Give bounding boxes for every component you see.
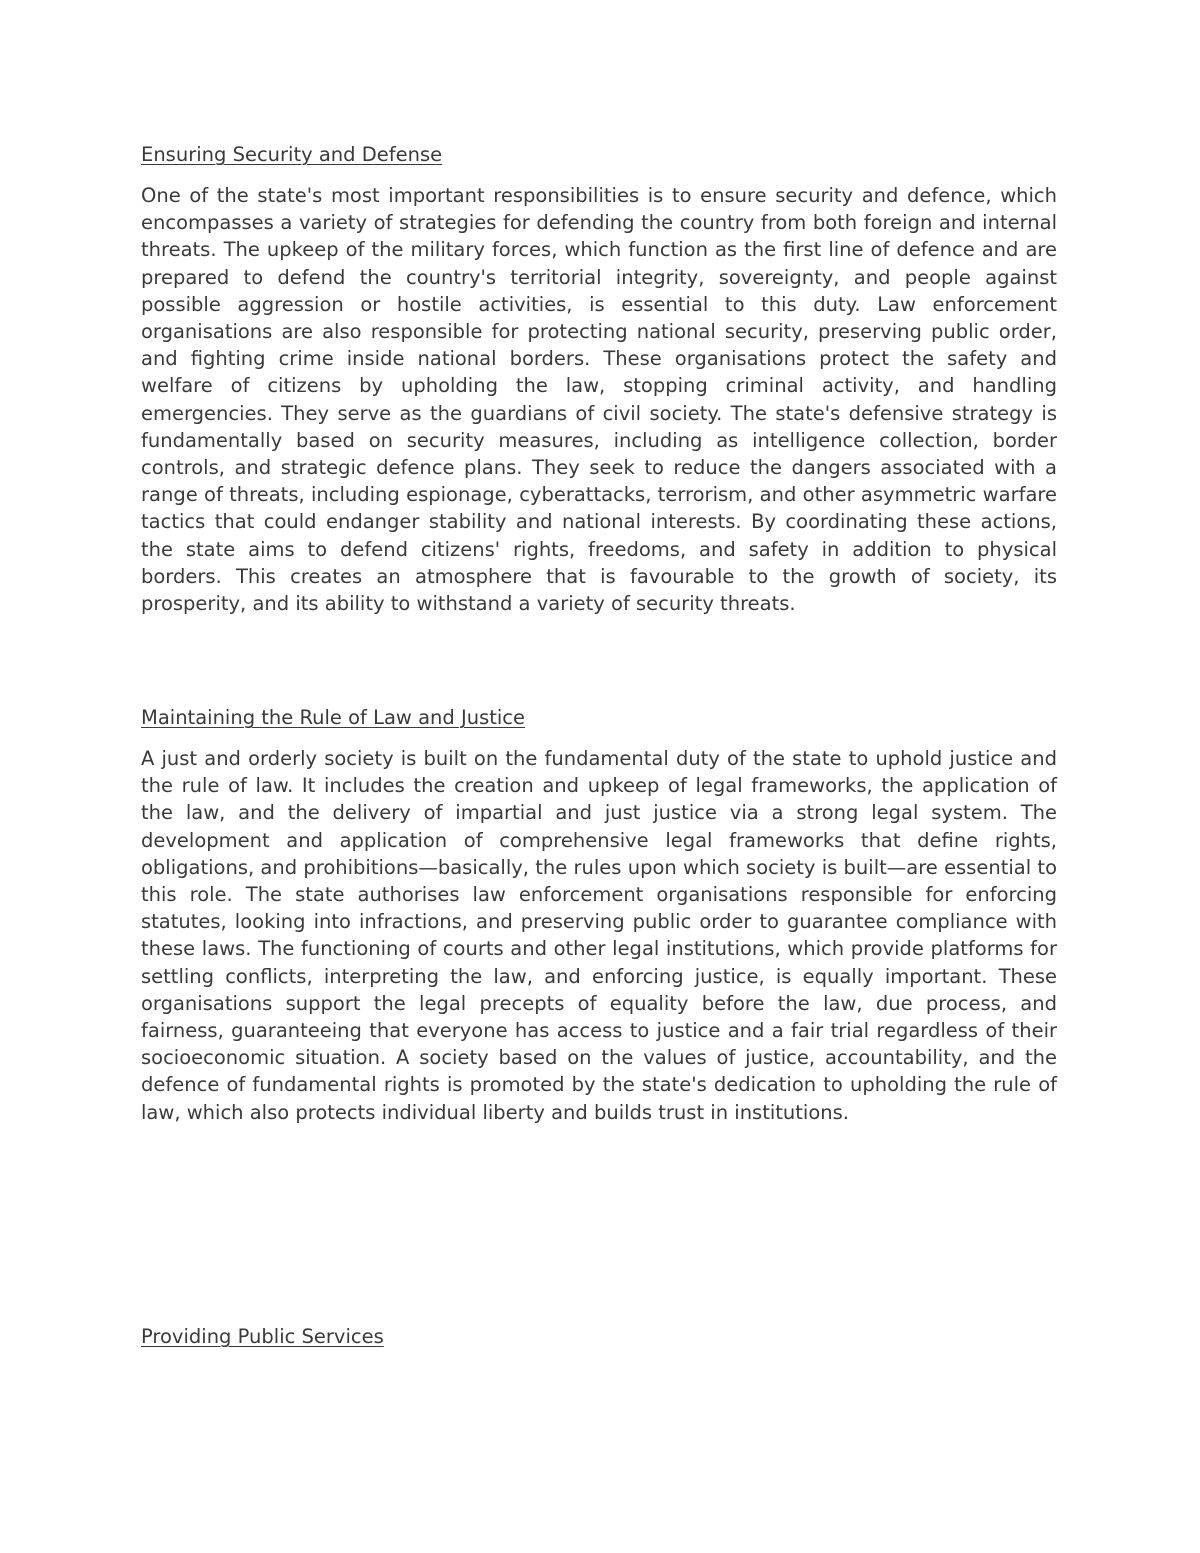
section-body-rule-of-law: A just and orderly society is built on the fundamental duty of the state to uphold justice and the rule of law. It includes the creation and upkeep of legal frameworks, the application of the law, and the delivery of impartial and just justice via a strong legal system. The development and application of comprehensive legal frameworks that define rights, obligations, and prohibitions—basically, the rules upon which society is built—are essential to this role. The state authorises law enforcement organisations responsible for enforcing statutes, looking into infractions, and preserving public order to guarantee compliance with these laws. The functioning of courts and other legal institutions, which provide platforms for settling conflicts, interpreting the law, and enforcing justice, is equally important. These organisations support the legal precepts of equality before the law, due process, and fairness, guaranteeing that everyone has access to justice and a fair trial regardless of their socioeconomic situation. A society based on the values of justice, accountability, and the defence of fundamental rights is promoted by the state's dedication to upholding the rule of law, which also protects individual liberty and builds trust in institutions. <box>141 747 1057 1124</box>
section-body-security: One of the state's most important responsibilities is to ensure security and defence, which encompasses a variety of strategies for defending the country from both foreign and internal threats. The upkeep of the military forces, which function as the first line of defence and are prepared to defend the country's territorial integrity, sovereignty, and people against possible aggression or hostile activities, is essential to this duty. Law enforcement organisations are also responsible for protecting national security, preserving public order, and fighting crime inside national borders. These organisations protect the safety and welfare of citizens by upholding the law, stopping criminal activity, and handling emergencies. They serve as the guardians of civil society. The state's defensive strategy is fundamentally based on security measures, including as intelligence collection, border controls, and strategic defence plans. They seek to reduce the dangers associated with a range of threats, including espionage, cyberattacks, terrorism, and other asymmetric warfare tactics that could endanger stability and national interests. By coordinating these actions, the state aims to defend citizens' rights, freedoms, and safety in addition to physical borders. This creates an atmosphere that is favourable to the growth of society, its prosperity, and its ability to withstand a variety of security threats. <box>141 184 1057 616</box>
section-heading-security: Ensuring Security and Defense <box>141 143 443 166</box>
section-heading-public-services: Providing Public Services <box>141 1325 384 1348</box>
section-heading-rule-of-law: Maintaining the Rule of Law and Justice <box>141 706 526 729</box>
